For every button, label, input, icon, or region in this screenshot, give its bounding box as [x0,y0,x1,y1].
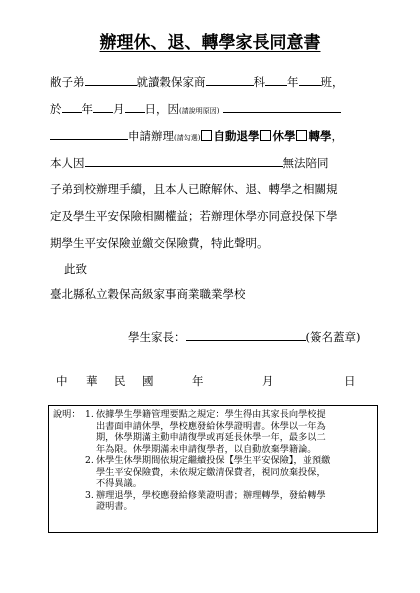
suspend-checkbox[interactable] [260,130,271,141]
reason-continued-blank[interactable] [50,128,128,140]
line-student-info: 敝子弟 就讀穀保家商 科 年 班， [50,75,344,89]
line-parent-reason: 本人因 無法陪同 [50,156,329,170]
department-blank[interactable] [206,74,254,86]
date-year-label: 年 [192,374,204,388]
paragraph-line-1: 子弟到校辦理手續，且本人已瞭解休、退、轉學之相關規 [50,182,338,196]
date-char-guo: 國 [142,374,154,388]
line-apply-type: 申請辦理(請勾選) 自動退學 休學 轉學， [50,128,380,145]
closing-salutation: 此致 [64,262,87,276]
school-name: 臺北縣私立穀保高級家事商業職業學校 [50,287,246,301]
line-date-reason: 於 年 月 日，因(請說明原因) [50,101,380,118]
date-month-blank[interactable] [93,101,113,113]
notes-box [48,405,378,533]
signature-blank[interactable] [186,328,306,341]
paragraph-line-2: 定及學生平安保險相關權益；若辦理休學亦同意投保下學 [50,209,338,223]
note-item: 1. 依據學生學籍管理要點之規定：學生得由其家長向學校提 出書面申請休學，學校應發給休學證明書。休學以一年為 期，休學期滿主動申請復學或再延長休學一年，最多以二 年為限。休學期滿未申請復學者，以自動放棄學籍論。 [85,409,326,455]
date-month-label: 月 [262,374,274,388]
class-blank[interactable] [299,74,321,86]
date-char-zhong: 中 [56,374,68,388]
notes-label: 說明： [53,409,81,420]
withdraw-checkbox[interactable] [201,130,212,141]
date-day-label: 日 [344,374,356,388]
paragraph-line-3: 期學生平安保險並繳交保險費，特此聲明。 [50,236,269,250]
date-char-hua: 華 [86,374,98,388]
note-item: 2. 休學生休學期間依規定繼續投保【學生平安保險】，並預繳 學生平安保險費，未依規定繳清保費者，視同放棄投保， 不得異議。 [85,455,331,489]
date-char-min: 民 [114,374,126,388]
date-day-blank[interactable] [125,101,145,113]
student-name-blank[interactable] [85,74,137,86]
grade-blank[interactable] [265,74,287,86]
reason-blank[interactable] [223,101,341,113]
parent-reason-blank[interactable] [85,155,283,167]
date-year-blank[interactable] [62,101,82,113]
transfer-checkbox[interactable] [296,130,307,141]
note-item: 3. 辦理退學，學校應發給修業證明書；辦理轉學，發給轉學 證明書。 [85,489,326,512]
signature-line: 學生家長： (簽名蓋章) [128,330,361,344]
document-title: 辦理休、退、轉學家長同意書 [99,33,321,53]
